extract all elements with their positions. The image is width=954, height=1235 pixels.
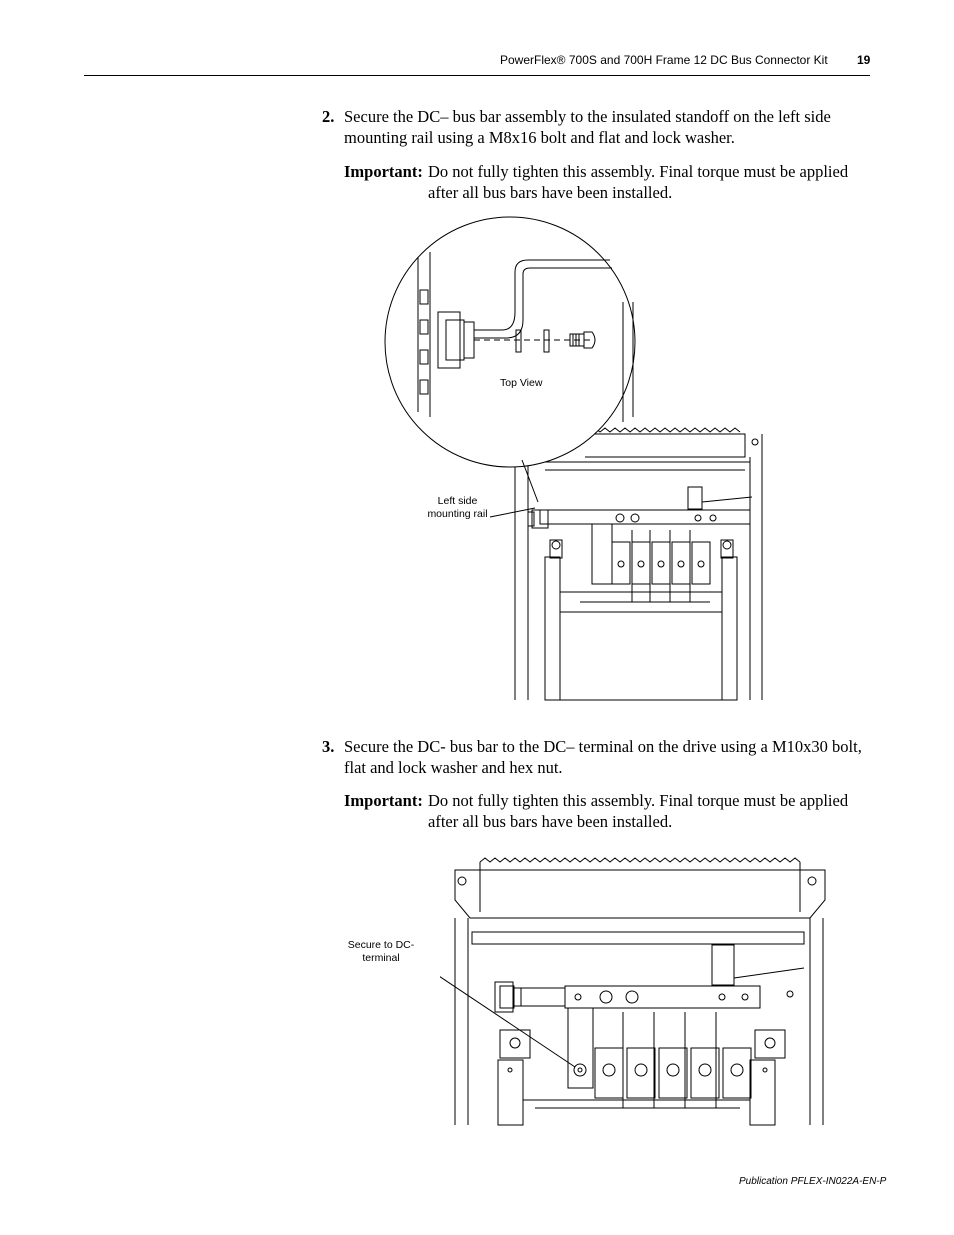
important-note-2 (344, 791, 874, 833)
header-rule (84, 75, 870, 76)
figure-left-rail-bus-bar (380, 212, 780, 702)
callout-leader (440, 960, 575, 1067)
important-text: Do not fully tighten this assembly. Final torque must be applied after all bus bars have been installed. (428, 791, 849, 831)
important-note-1 (344, 162, 874, 204)
magnified-top-view (385, 217, 635, 502)
important-label: Important: (344, 162, 423, 181)
important-text: Do not fully tighten this assembly. Final torque must be applied after all bus bars have been installed. (428, 162, 849, 202)
step-3 (322, 737, 867, 779)
running-header-title: PowerFlex® 700S and 700H Frame 12 DC Bus Connector Kit (500, 53, 828, 67)
dc-terminal-callout (343, 939, 419, 965)
step-2 (322, 107, 867, 149)
drive-terminals (592, 524, 710, 602)
left-rail-callout (420, 495, 495, 521)
figure-dc-terminal-bus-bar (440, 850, 840, 1130)
callout-line: Secure to DC- (347, 939, 415, 951)
step-number: 3. (322, 737, 335, 756)
step-text: Secure the DC– bus bar assembly to the insulated standoff on the left side mounting rail using a M8x16 bolt and flat and lock washer. (344, 107, 831, 147)
page-number: 19 (857, 53, 871, 67)
callout-line: mounting rail (427, 508, 488, 520)
callout-line: Left side (437, 495, 478, 507)
important-label: Important: (344, 791, 423, 810)
drive-enclosure (515, 428, 762, 700)
drive-terminals (595, 1012, 751, 1108)
top-view-label: Top View (500, 377, 543, 389)
callout-line: terminal (362, 952, 400, 964)
publication-footer: Publication PFLEX-IN022A-EN-P (739, 1176, 887, 1187)
step-text: Secure the DC- bus bar to the DC– terminal on the drive using a M10x30 bolt, flat and lock washer and hex nut. (344, 737, 862, 777)
step-number: 2. (322, 107, 335, 126)
